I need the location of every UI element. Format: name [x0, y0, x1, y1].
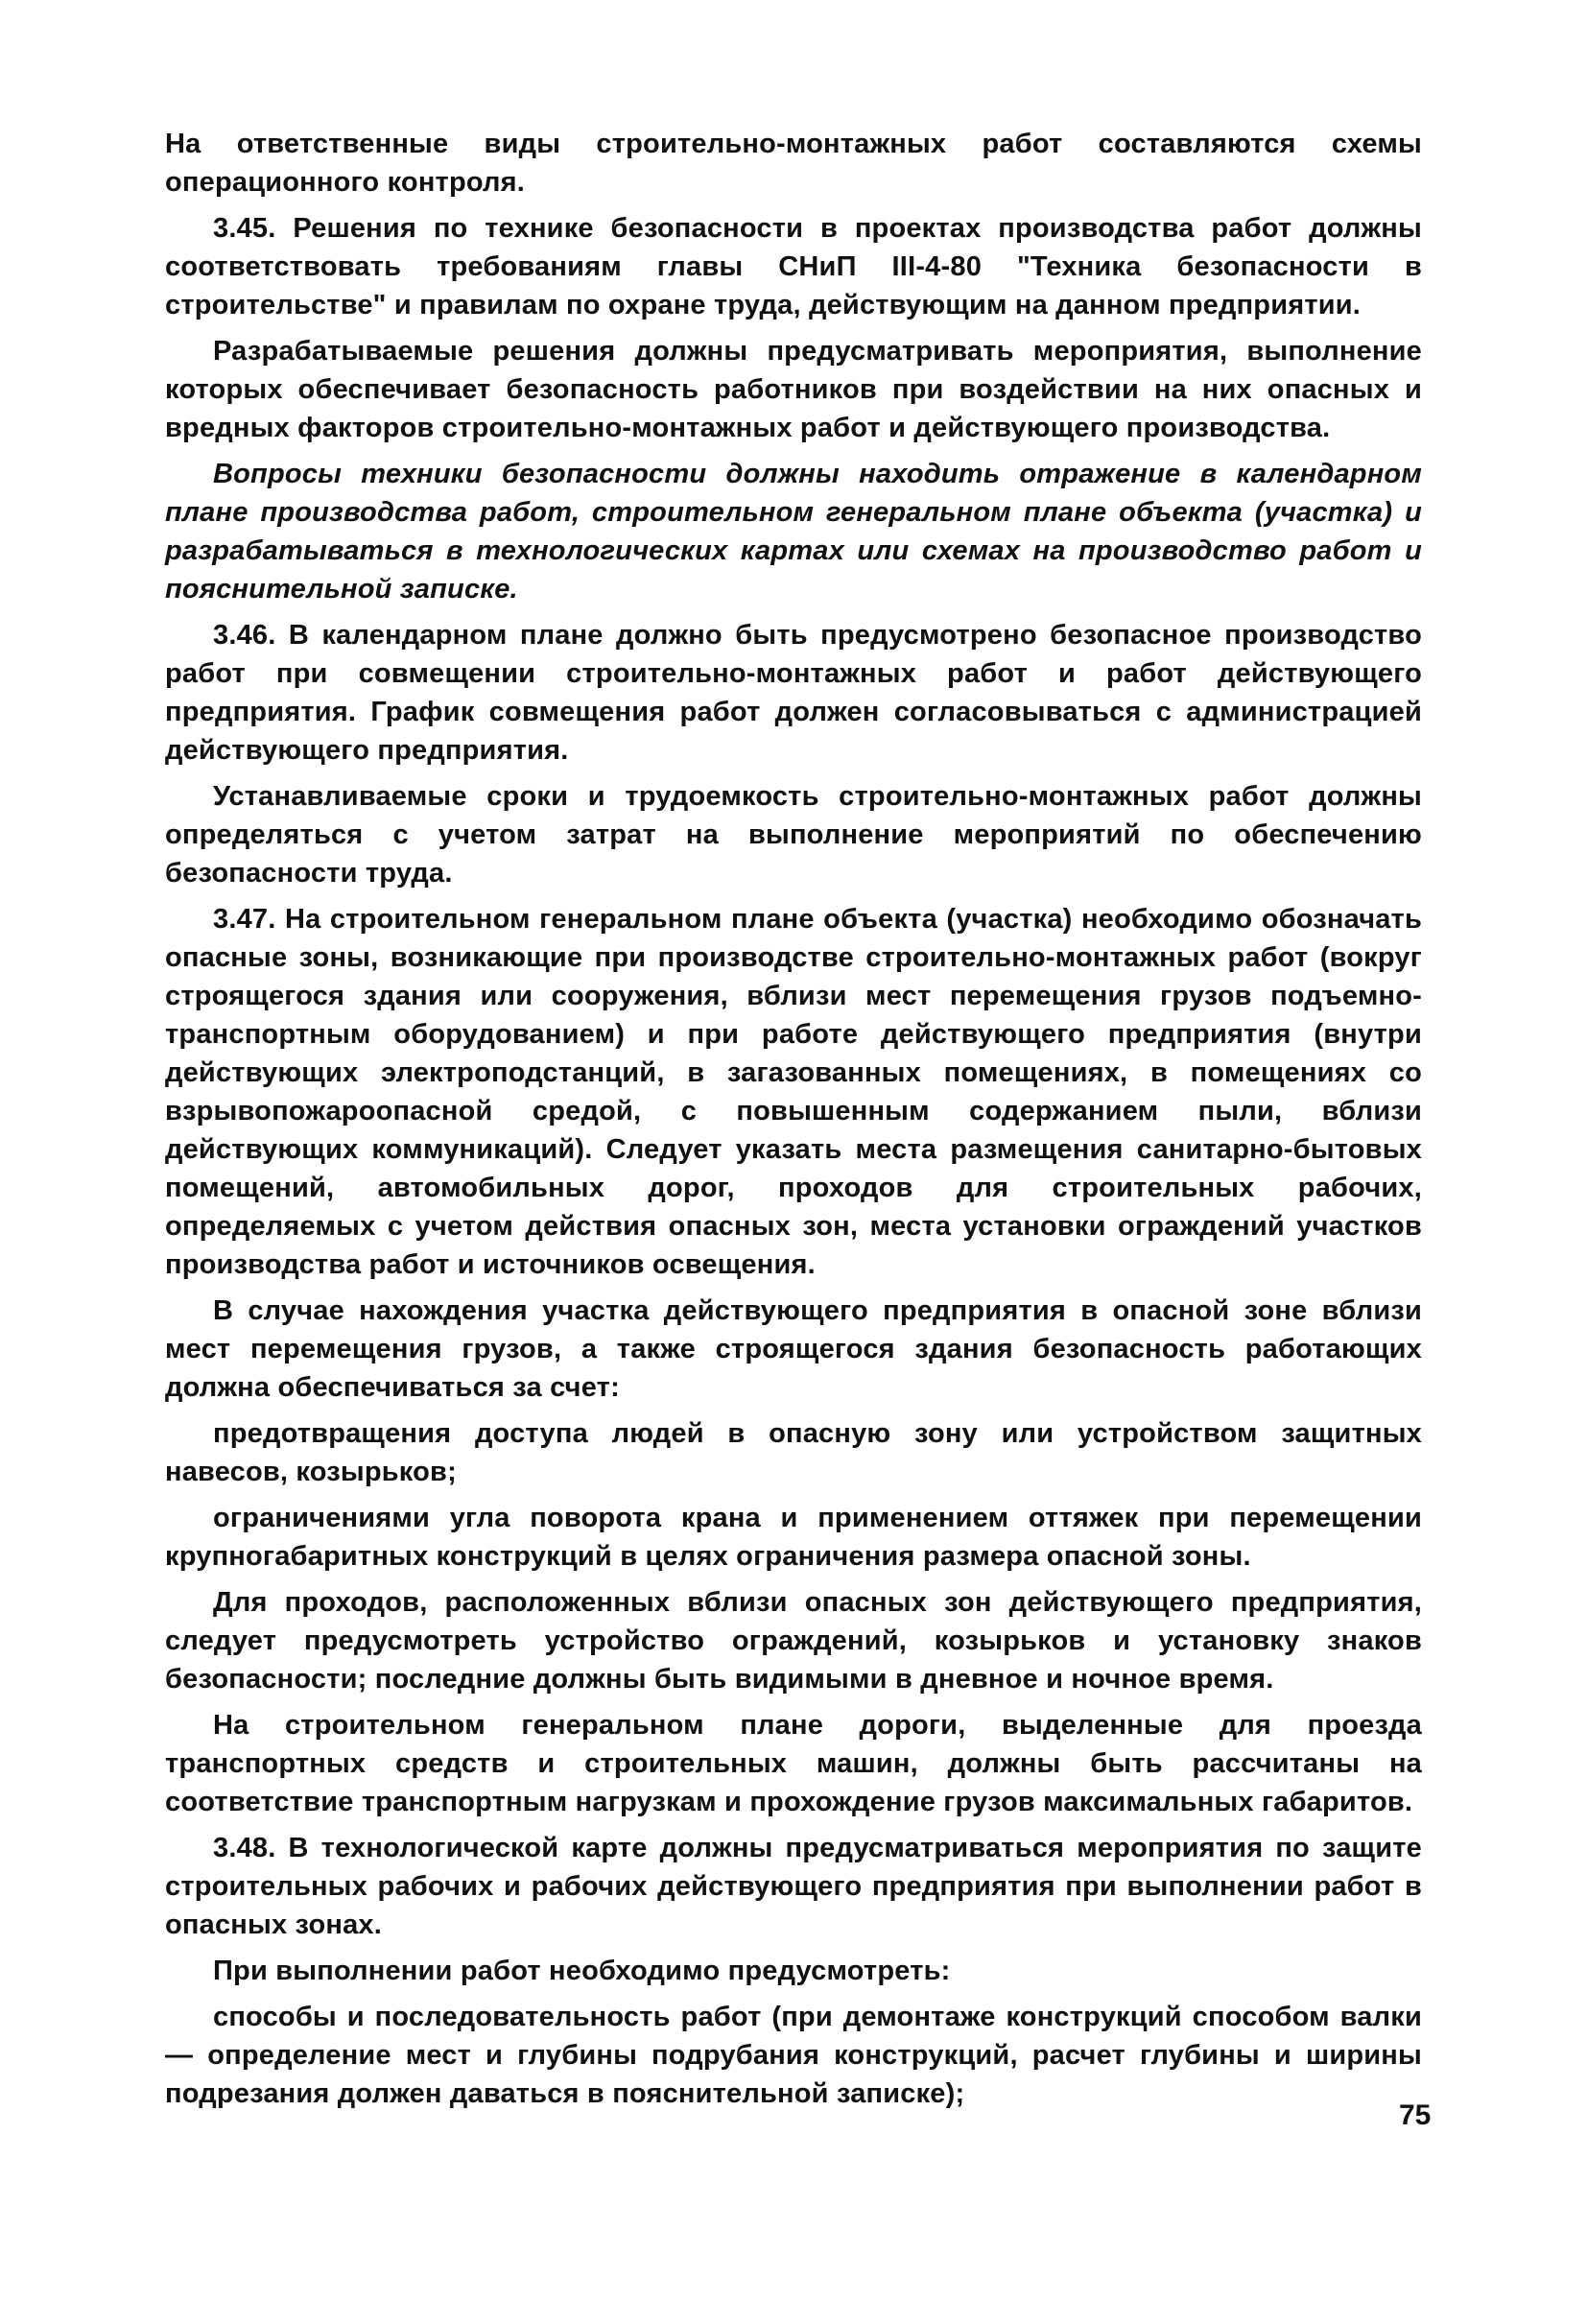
- section-number: 3.48.: [213, 1833, 276, 1863]
- paragraph: [165, 1414, 1422, 1491]
- paragraph-text: способы и последовательность работ (при демонтаже конструкций способом валки — определение мест и глубины подрубания конструкций, расчет глубины и ширины подрезания должен даваться в пояснительной записке);: [165, 2002, 1422, 2109]
- paragraph-text: При выполнении работ необходимо предусмотреть:: [213, 1956, 951, 1986]
- paragraph-text: На ответственные виды строительно-монтажных работ составляются схемы операционного контроля.: [165, 129, 1422, 198]
- page-number: 75: [1399, 2099, 1432, 2131]
- paragraph: [165, 332, 1422, 447]
- paragraph-text: В календарном плане должно быть предусмотрено безопасное производство работ при совмещении строительно-монтажных работ и работ действующего предприятия. График совмещения работ должен согласовываться с администрацией действующего предприятия.: [165, 620, 1422, 766]
- paragraph-text: Для проходов, расположенных вблизи опасных зон действующего предприятия, следует предусмотреть устройство ограждений, козырьков и установку знаков безопасности; последние должны быть видимыми в дневное и ночное время.: [165, 1587, 1422, 1695]
- paragraph-text: Устанавливаемые сроки и трудоемкость строительно-монтажных работ должны определяться с учетом затрат на выполнение мероприятий по обеспечению безопасности труда.: [165, 781, 1422, 889]
- paragraph: [165, 1499, 1422, 1576]
- paragraph-text: Разрабатываемые решения должны предусматривать мероприятия, выполнение которых обеспечивает безопасность работников при воздействии на них опасных и вредных факторов строительно-монтажных работ и действующего производства.: [165, 336, 1422, 443]
- section-paragraph: [165, 209, 1422, 324]
- paragraph-text: На строительном генеральном плане дороги, выделенные для проезда транспортных средств и строительных машин, должны быть рассчитаны на соответствие транспортным нагрузкам и прохождение грузов максимальных габаритов.: [165, 1710, 1422, 1817]
- section-number: 3.47.: [213, 904, 276, 935]
- paragraph: [165, 1583, 1422, 1698]
- paragraph: [165, 125, 1422, 202]
- paragraph-text: На строительном генеральном плане объекта (участка) необходимо обозначать опасные зоны, возникающие при производстве строительно-монтажных работ (вокруг строящегося здания или сооружения, вблизи мест перемещения грузов подъемно-транспортным оборудованием) и при работе действующего предприятия (внутри действующих электроподстанций, в загазованных помещениях, в помещениях со взрывопожароопасной средой, с повышенным содержанием пыли, вблизи действующих коммуникаций). Следует указать места размещения санитарно-бытовых помещений, автомобильных дорог, проходов для строительных рабочих, определяемых с учетом действия опасных зон, места установки ограждений участков производства работ и источников освещения.: [165, 904, 1422, 1280]
- paragraph-text: Вопросы техники безопасности должны находить отражение в календарном плане производства работ, строительном генеральном плане объекта (участка) и разрабатываться в технологических картах или схемах на производство работ и пояснительной записке.: [165, 459, 1422, 605]
- paragraph: [165, 455, 1422, 608]
- paragraph-text: В технологической карте должны предусматриваться мероприятия по защите строительных рабочих и рабочих действующего предприятия при выполнении работ в опасных зонах.: [165, 1833, 1422, 1940]
- paragraph: [165, 1952, 1422, 1990]
- paragraph-text: В случае нахождения участка действующего предприятия в опасной зоне вблизи мест перемещения грузов, а также строящегося здания безопасность работающих должна обеспечиваться за счет:: [165, 1295, 1422, 1403]
- section-number: 3.46.: [213, 620, 276, 651]
- paragraph: [165, 1706, 1422, 1821]
- section-number: 3.45.: [213, 213, 276, 244]
- section-paragraph: [165, 616, 1422, 770]
- section-paragraph: [165, 1829, 1422, 1944]
- paragraph: [165, 1998, 1422, 2113]
- paragraph: [165, 777, 1422, 892]
- section-paragraph: [165, 900, 1422, 1284]
- paragraph-text: предотвращения доступа людей в опасную зону или устройством защитных навесов, козырьков;: [165, 1418, 1422, 1487]
- paragraph: [165, 1292, 1422, 1407]
- document-body: [165, 125, 1422, 2121]
- paragraph-text: ограничениями угла поворота крана и применением оттяжек при перемещении крупногабаритных конструкций в целях ограничения размера опасной зоны.: [165, 1503, 1422, 1572]
- paragraph-text: Решения по технике безопасности в проектах производства работ должны соответствовать требованиям главы СНиП III-4-80 "Техника безопасности в строительстве" и правилам по охране труда, действующим на данном предприятии.: [165, 213, 1422, 320]
